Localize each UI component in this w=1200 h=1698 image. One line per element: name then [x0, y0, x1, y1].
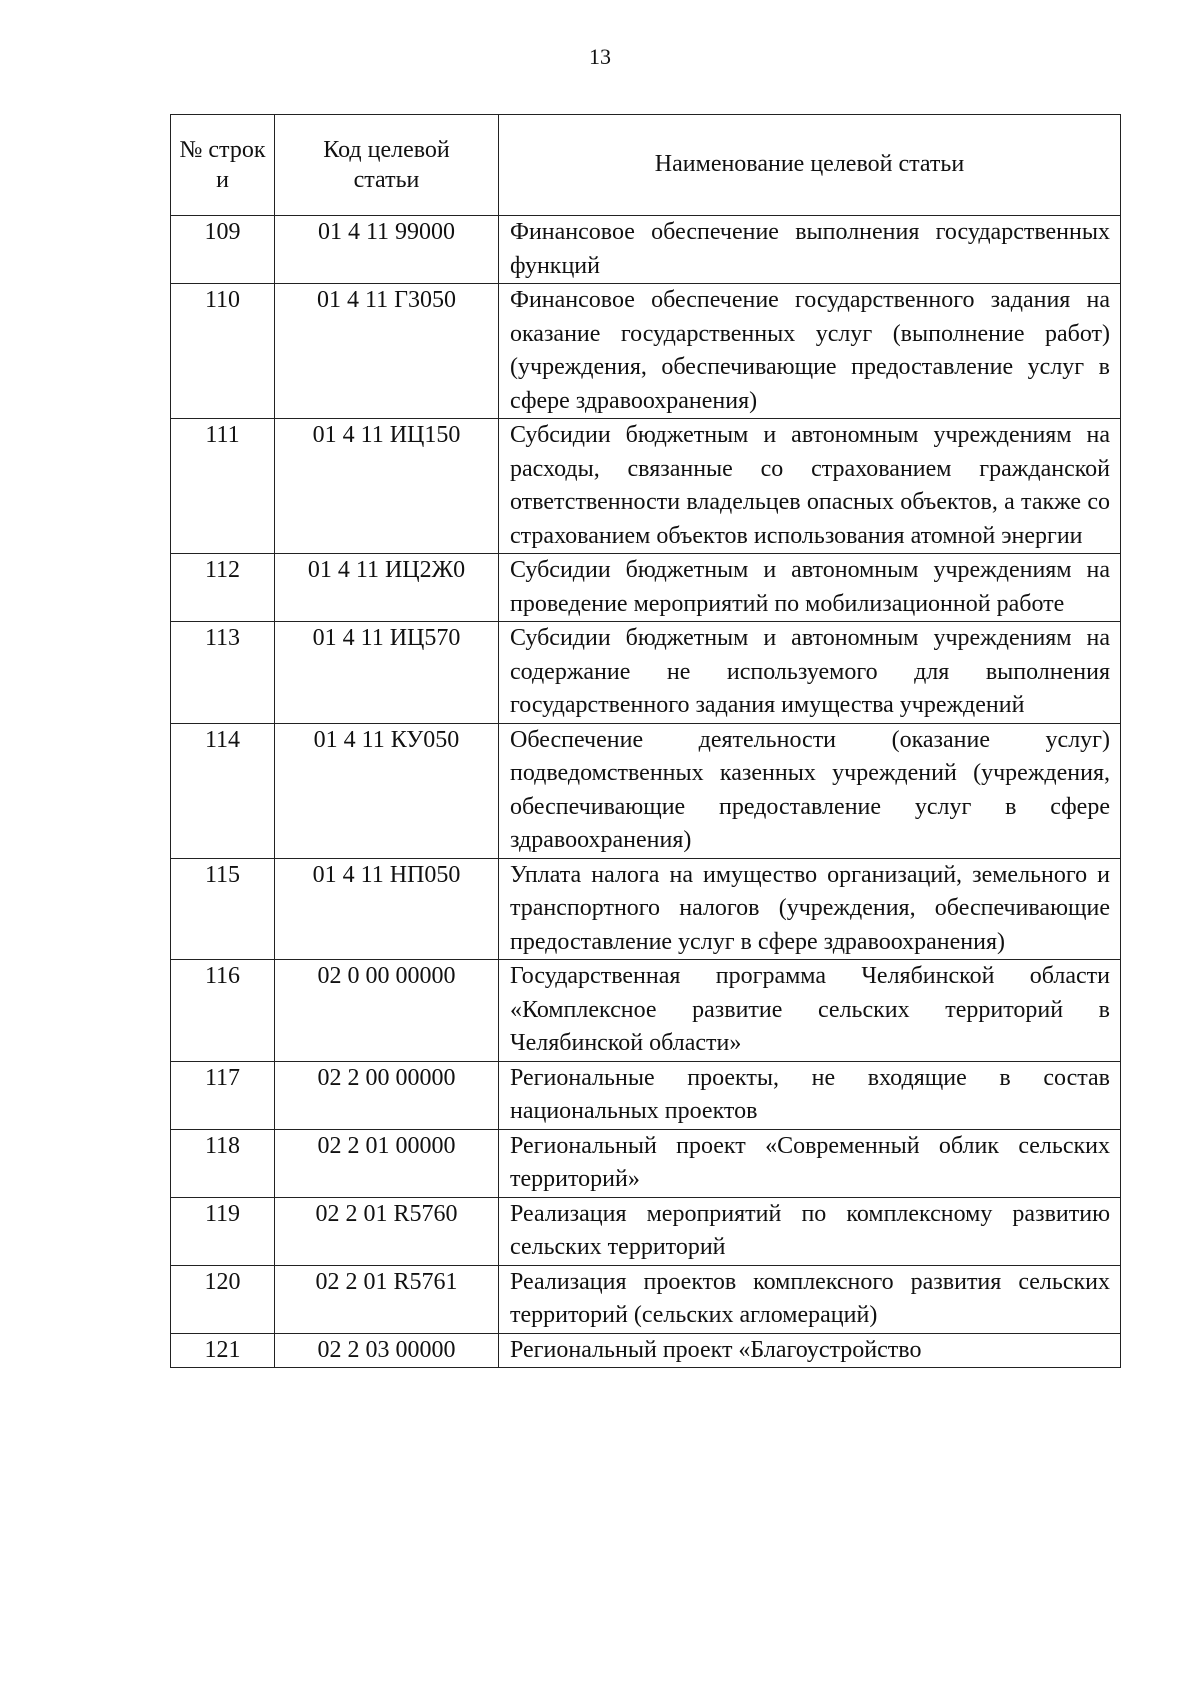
article-code: 01 4 11 ИЦ570 [275, 622, 499, 724]
article-name: Субсидии бюджетным и автономным учреждениям на содержание не используемого для выполнения государственного задания имущества учреждений [499, 622, 1121, 724]
row-number: 109 [171, 216, 275, 284]
article-code: 01 4 11 ИЦ150 [275, 419, 499, 554]
article-name: Финансовое обеспечение государственного задания на оказание государственных услуг (выполнение работ) (учреждения, обеспечивающие предоставление услуг в сфере здравоохранения) [499, 284, 1121, 419]
table-row [171, 554, 1121, 622]
article-code: 02 2 01 R5761 [275, 1265, 499, 1333]
row-number: 117 [171, 1061, 275, 1129]
row-number: 110 [171, 284, 275, 419]
row-number: 121 [171, 1333, 275, 1368]
row-number: 114 [171, 723, 275, 858]
row-number: 119 [171, 1197, 275, 1265]
table-row [171, 960, 1121, 1062]
article-name: Субсидии бюджетным и автономным учреждениям на расходы, связанные со страхованием гражданской ответственности владельцев опасных объектов, а также со страхованием объектов использования атомной энергии [499, 419, 1121, 554]
article-name: Реализация мероприятий по комплексному развитию сельских территорий [499, 1197, 1121, 1265]
article-code: 01 4 11 ИЦ2Ж0 [275, 554, 499, 622]
row-number: 120 [171, 1265, 275, 1333]
table-row [171, 284, 1121, 419]
header-article-name: Наименование целевой статьи [499, 115, 1121, 216]
header-article-code: Код целевой статьи [275, 115, 499, 216]
table-row [171, 419, 1121, 554]
table-row [171, 1265, 1121, 1333]
row-number: 112 [171, 554, 275, 622]
article-name: Обеспечение деятельности (оказание услуг) подведомственных казенных учреждений (учреждения, обеспечивающие предоставление услуг в сфере здравоохранения) [499, 723, 1121, 858]
article-name: Финансовое обеспечение выполнения государственных функций [499, 216, 1121, 284]
table-row [171, 1197, 1121, 1265]
article-name: Региональный проект «Благоустройство [499, 1333, 1121, 1368]
article-code: 02 2 01 R5760 [275, 1197, 499, 1265]
row-number: 116 [171, 960, 275, 1062]
article-name: Региональный проект «Современный облик сельских территорий» [499, 1129, 1121, 1197]
table-row [171, 1061, 1121, 1129]
row-number: 113 [171, 622, 275, 724]
article-name: Уплата налога на имущество организаций, земельного и транспортного налогов (учреждения, обеспечивающие предоставление услуг в сфере здравоохранения) [499, 858, 1121, 960]
table-row [171, 216, 1121, 284]
table-row [171, 723, 1121, 858]
table-row [171, 858, 1121, 960]
article-code: 02 0 00 00000 [275, 960, 499, 1062]
article-name: Реализация проектов комплексного развития сельских территорий (сельских агломераций) [499, 1265, 1121, 1333]
article-code: 02 2 01 00000 [275, 1129, 499, 1197]
row-number: 111 [171, 419, 275, 554]
article-code: 01 4 11 КУ050 [275, 723, 499, 858]
table-header-row [171, 115, 1121, 216]
article-name: Государственная программа Челябинской области «Комплексное развитие сельских территорий в Челябинской области» [499, 960, 1121, 1062]
row-number: 115 [171, 858, 275, 960]
article-name: Субсидии бюджетным и автономным учреждениям на проведение мероприятий по мобилизационной работе [499, 554, 1121, 622]
table-row [171, 1129, 1121, 1197]
table-row [171, 622, 1121, 724]
header-row-number: № строк и [171, 115, 275, 216]
article-code: 01 4 11 99000 [275, 216, 499, 284]
page-number: 13 [589, 44, 611, 69]
article-code: 01 4 11 НП050 [275, 858, 499, 960]
target-articles-table [170, 114, 1121, 1368]
article-code: 02 2 00 00000 [275, 1061, 499, 1129]
article-code: 01 4 11 Г3050 [275, 284, 499, 419]
table-row [171, 1333, 1121, 1368]
row-number: 118 [171, 1129, 275, 1197]
article-code: 02 2 03 00000 [275, 1333, 499, 1368]
article-name: Региональные проекты, не входящие в состав национальных проектов [499, 1061, 1121, 1129]
